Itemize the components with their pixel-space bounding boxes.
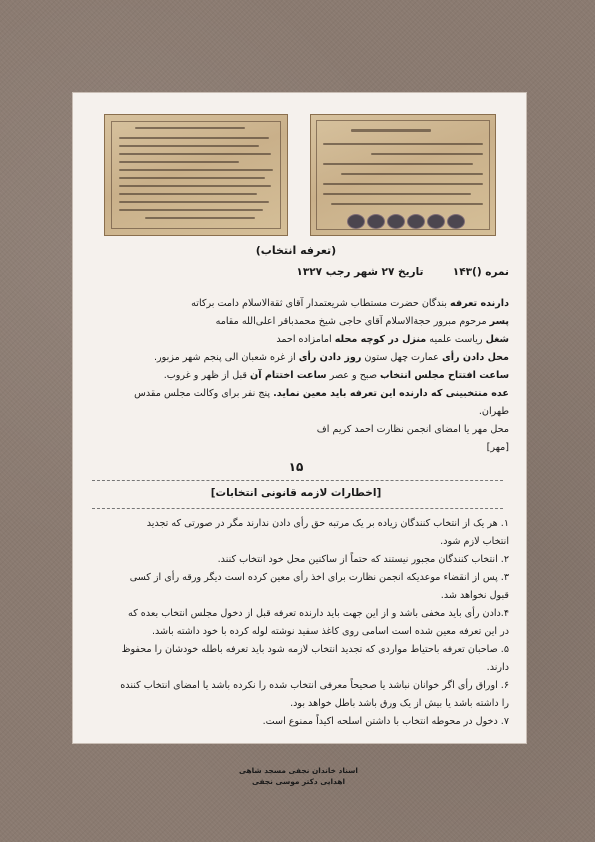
vote-day-label: روز دادن رأی (298, 352, 362, 363)
closing-label: ساعت اختتام آن (250, 370, 327, 381)
rule-4-line-1: ۴.دادن رأی باید مخفی باشد و از این جهت باید دارنده تعرفه قبل از دخول مجلس انتخاب بعده که (128, 608, 509, 619)
residence-label: منزل در کوچه محله (334, 334, 427, 345)
vote-place-value: عمارت چهل ستون (361, 352, 442, 363)
document-date: تاریخ ۲۷ شهر رجب ۱۳۲۷ (296, 266, 424, 278)
rule-5-line-2: دارند. (486, 662, 509, 673)
page-number: ۱۵ (288, 460, 304, 474)
vote-place-label: محل دادن رأی (441, 352, 509, 363)
archive-credit-line-1: اسناد خاندان نجفی مسجد شاهی (239, 766, 358, 775)
job-value: ریاست علمیه (426, 334, 486, 345)
document-title: (تعرفه انتخاب) (255, 244, 337, 257)
seal-line: [مهر] (486, 442, 509, 453)
seal-place-line: محل مهر یا امضای انجمن نظارت احمد کریم اف (316, 424, 509, 435)
opening-value: صبح و عصر (326, 370, 381, 381)
rule-1-line-1: ۱. هر یک از انتخاب کنندگان زیاده بر یک مرتبه حق رأی دادن ندارند مگر در صورتی که تجدید (146, 518, 509, 529)
count-line (83, 388, 509, 399)
rule-1-line-2: انتخاب لازم شود. (440, 536, 509, 547)
rule-6-line-1: ۶. اوراق رأی اگر خوانان نباشد یا صحیحاً معرفی انتخاب شده را نکرده باشد یا امضای انتخاب کننده (120, 680, 509, 691)
scanned-election-card (310, 114, 496, 236)
count-value: پنج نفر برای وکالت مجلس مقدس (134, 388, 274, 399)
archive-credit-line-2: اهدایی دکتر موسی نجفی (252, 777, 345, 786)
closing-value: قبل از ظهر و غروب. (163, 370, 251, 381)
rule-6-line-2: را داشته باشد یا بیش از یک ورق باشد باطل خواهد بود. (290, 698, 509, 709)
opening-line (83, 370, 509, 381)
rule-5-line-1: ۵. صاحبان تعرفه باحتیاط مواردی که تجدید انتخاب لازمه شود باید تعرفه باطله خودشان را محفوظ (121, 644, 509, 655)
rule-7-line-1: ۷. دخول در محوطه انتخاب با داشتن اسلحه اکیداً ممنوع است. (262, 716, 509, 727)
rule-3-line-1: ۳. پس از انقضاء موعدیکه انجمن نظارت برای اخذ رأی معین کرده است دیگر ورقه رأی از کسی (129, 572, 509, 583)
section-divider-top (92, 480, 503, 481)
opening-label: ساعت افتتاح مجلس انتخاب (380, 370, 509, 381)
document-number: نمره ()۱۴۳ (452, 266, 509, 278)
job-line (83, 334, 509, 345)
son-value: مرحوم مبرور حجةالاسلام آقای حاجی شیخ محمدباقر اعلی‌الله مقامه (215, 316, 490, 327)
section-divider-bottom (92, 508, 503, 509)
rule-4-line-2: در این تعرفه معین شده است اسامی روی کاغذ سفید نوشته لوله کرده با خود داشته باشد. (151, 626, 509, 637)
count-line-cont: طهران. (478, 406, 509, 417)
son-label: پسر (489, 316, 509, 327)
holder-line (83, 298, 509, 309)
job-label: شغل (485, 334, 509, 345)
vote-place-line (83, 352, 509, 363)
section-title: [اخطارات لازمه قانونی انتخابات] (210, 487, 382, 499)
residence-value: امامزاده احمد (276, 334, 335, 345)
holder-label: دارنده تعرفه (450, 298, 509, 309)
rule-3-line-2: قبول نخواهد شد. (440, 590, 509, 601)
scanned-warnings-page (104, 114, 288, 236)
holder-value: بندگان حضرت مستطاب شریعتمدار آقای ثقةالاسلام دامت برکاته (191, 298, 451, 309)
son-line (83, 316, 509, 327)
count-label: عده منتخبینی که دارنده این تعرفه باید معین نماید. (273, 388, 509, 399)
rule-2-line-1: ۲. انتخاب کنندگان مجبور نیستند که حتماً از ساکنین محل خود انتخاب کنند. (217, 554, 509, 565)
vote-day-value: از غره شعبان الی پنجم شهر مزبور. (153, 352, 299, 363)
number-date-line (83, 266, 509, 278)
